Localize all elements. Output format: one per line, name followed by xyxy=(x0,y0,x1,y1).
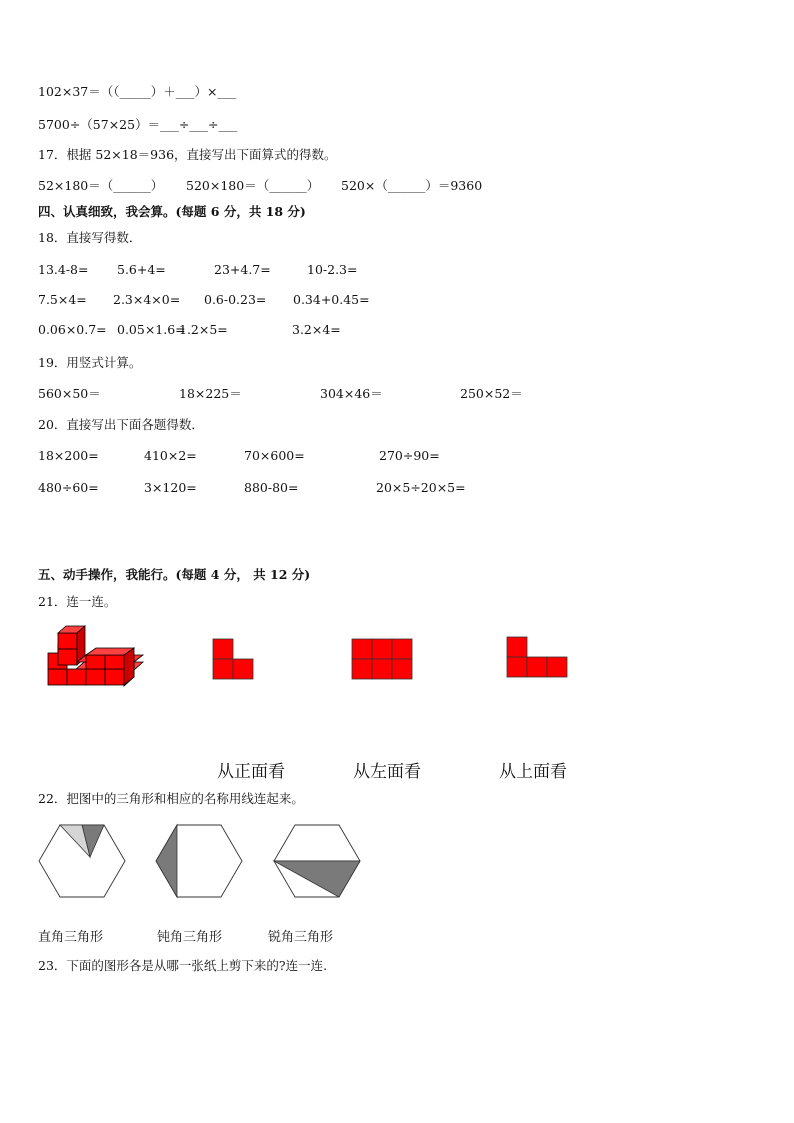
q18-item: 23+4.7= xyxy=(214,262,271,277)
q20-item: 3×120= xyxy=(144,480,197,495)
q18-item: 0.06×0.7= xyxy=(38,322,107,337)
hexagon-figure-3 xyxy=(273,823,363,901)
q17-item: 520×180＝（______） xyxy=(186,178,320,193)
section-5-heading: 五、动手操作，我能行。(每题 4 分， 共 12 分) xyxy=(38,567,311,582)
q18-title: 18．直接写得数． xyxy=(38,230,142,245)
q18-item: 1.2×5= xyxy=(179,322,228,337)
q20-title: 20．直接写出下面各题得数． xyxy=(38,417,204,432)
section-4-heading: 四、认真细致，我会算。(每题 6 分，共 18 分) xyxy=(38,204,306,219)
q20-item: 880-80= xyxy=(244,480,299,495)
q22-title: 22．把图中的三角形和相应的名称用线连起来。 xyxy=(38,791,304,806)
q20-item: 410×2= xyxy=(144,448,197,463)
view-label-front: 从正面看 xyxy=(217,762,285,782)
hexagon-figure-2 xyxy=(155,823,245,901)
q20-item: 18×200= xyxy=(38,448,99,463)
q21-title: 21．连一连。 xyxy=(38,594,117,609)
view-label-left: 从左面看 xyxy=(353,762,421,782)
q20-item: 480÷60= xyxy=(38,480,99,495)
q19-item: 560×50＝ xyxy=(38,386,101,401)
q18-item: 2.3×4×0= xyxy=(113,292,181,307)
q20-item: 70×600= xyxy=(244,448,305,463)
q17-item: 520×（______）＝9360 xyxy=(341,178,483,193)
triangle-name-obtuse: 钝角三角形 xyxy=(157,930,223,945)
equation-line-1: 102×37＝（（_____）＋___）×___ xyxy=(38,84,237,99)
q19-item: 304×46＝ xyxy=(320,386,383,401)
view-label-top: 从上面看 xyxy=(499,762,567,782)
equation-line-2: 5700÷（57×25）＝___÷___÷___ xyxy=(38,117,238,132)
q18-item: 3.2×4= xyxy=(292,322,341,337)
q18-item: 0.05×1.6= xyxy=(117,322,186,337)
q18-item: 5.6+4= xyxy=(117,262,166,277)
q19-item: 250×52＝ xyxy=(460,386,523,401)
q19-item: 18×225＝ xyxy=(179,386,242,401)
q19-title: 19．用竖式计算。 xyxy=(38,355,142,370)
q23-title: 23．下面的图形各是从哪一张纸上剪下来的?连一连. xyxy=(38,958,328,973)
q17-title: 17．根据 52×18＝936，直接写出下面算式的得数。 xyxy=(38,147,337,162)
view-shape-3 xyxy=(506,636,570,678)
hexagon-figure-1 xyxy=(38,823,128,901)
q18-item: 13.4-8= xyxy=(38,262,89,277)
cube-assembly-figure xyxy=(46,625,126,687)
q18-item: 7.5×4= xyxy=(38,292,87,307)
view-shape-2 xyxy=(351,638,413,680)
triangle-name-right: 直角三角形 xyxy=(38,930,104,945)
triangle-name-acute: 锐角三角形 xyxy=(268,930,334,945)
q18-item: 0.6-0.23= xyxy=(204,292,267,307)
view-shape-1 xyxy=(212,638,256,680)
q18-item: 0.34+0.45= xyxy=(293,292,370,307)
q18-item: 10-2.3= xyxy=(307,262,358,277)
q17-item: 52×180＝（______） xyxy=(38,178,164,193)
q20-item: 20×5÷20×5= xyxy=(376,480,466,495)
q20-item: 270÷90= xyxy=(379,448,440,463)
